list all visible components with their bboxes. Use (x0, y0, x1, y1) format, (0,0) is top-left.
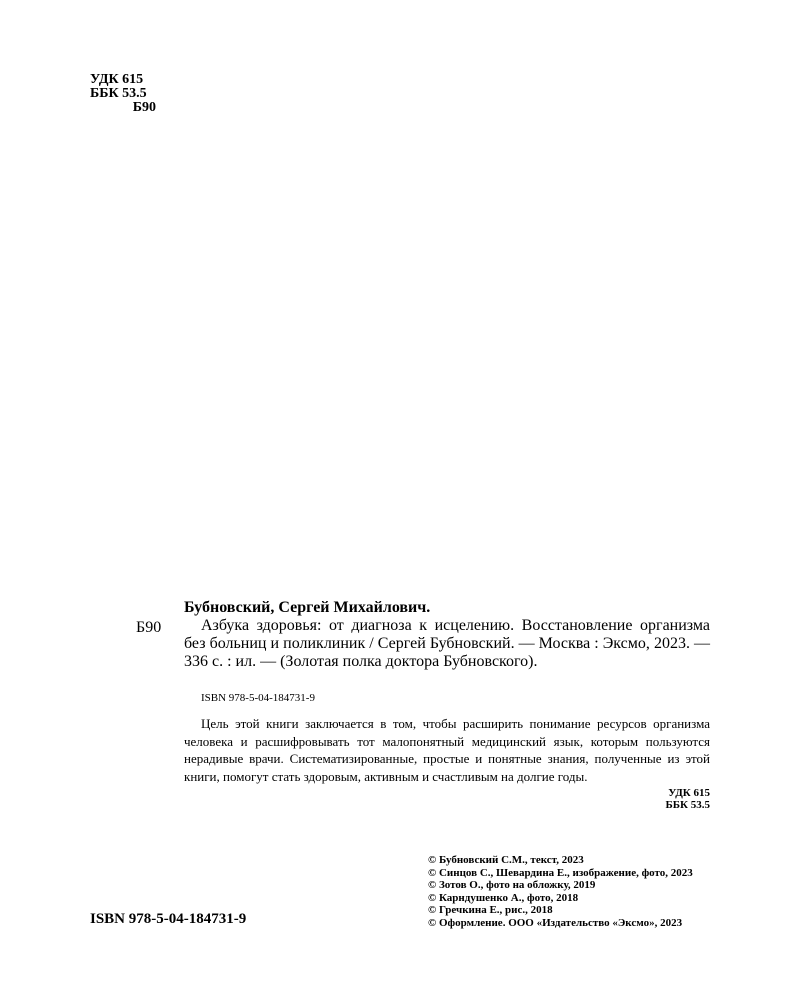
bbk-code: ББК 53.5 (90, 86, 147, 101)
udk-code: УДК 615 (90, 72, 144, 87)
copyright-line: © Синцов С., Шевардина Е., изображение, фото, 2023 (428, 866, 693, 879)
entry-cutter-code: Б90 (136, 619, 162, 636)
copyright-line: © Зотов О., фото на обложку, 2019 (428, 879, 596, 891)
footer-isbn: ISBN 978-5-04-184731-9 (90, 911, 247, 927)
classification-codes (90, 73, 156, 115)
copyright-line: © Карндушенко А., фото, 2018 (428, 891, 579, 904)
annotation: Цель этой книги заключается в том, чтобы расширить понимание ресурсов организма человека и расшифровывать тот малопонятный медицинский язык, которым пользуются нерадивые врачи. Систематизированные, простые и понятные знания, полученные из этой книги, помогут стать здоровым, активным и счастливым на долгие годы. (184, 716, 710, 785)
copyright-block (428, 854, 693, 929)
author-heading: Бубновский, Сергей Михайлович. (184, 599, 431, 616)
entry-classification-codes (620, 787, 710, 811)
entry-bbk-code: ББК 53.5 (665, 799, 710, 811)
copyright-line: © Оформление. ООО «Издательство «Эксмо», 2023 (428, 916, 683, 929)
entry-udk-code: УДК 615 (668, 787, 710, 799)
cutter-code: Б90 (132, 100, 156, 115)
entry-isbn: ISBN 978-5-04-184731-9 (201, 692, 315, 704)
copyright-line: © Гречкина Е., рис., 2018 (428, 904, 553, 916)
copyright-line: © Бубновский С.М., текст, 2023 (428, 854, 584, 866)
bibliographic-description: Азбука здоровья: от диагноза к исцелению. Восстановление организма без больниц и поликлиник / Сергей Бубновский. — Москва : Эксмо, 2023. — 336 с. : ил. — (Золотая полка доктора Бубновского). (184, 617, 710, 670)
